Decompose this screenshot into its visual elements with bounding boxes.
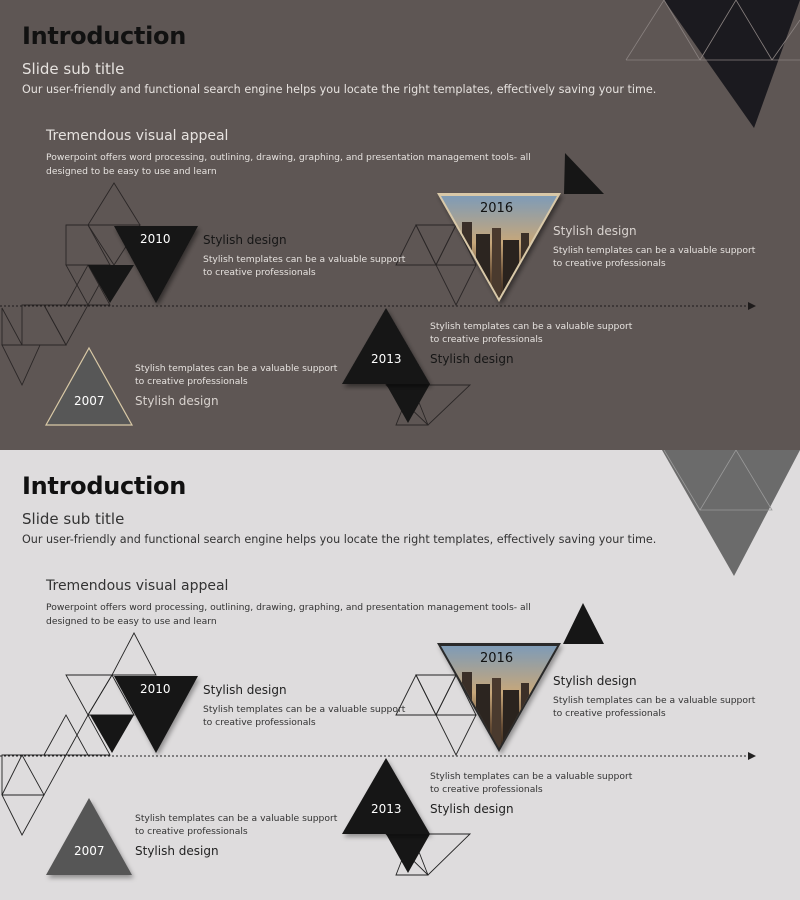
year-2013: 2013: [371, 802, 402, 816]
milestone-2010-text-1: Stylish templates can be a valuable support: [203, 254, 406, 265]
milestone-2013-label: Stylish design: [430, 352, 514, 366]
year-2016: 2016: [480, 651, 514, 666]
milestone-2010-text-1: Stylish templates can be a valuable support: [203, 704, 406, 715]
milestone-2007-text-1: Stylish templates can be a valuable support: [135, 813, 338, 824]
milestone-2007-label: Stylish design: [135, 394, 219, 408]
page-title: Introduction: [22, 472, 186, 500]
year-2016: 2016: [480, 201, 514, 216]
milestone-2013-text-2: to creative professionals: [430, 334, 543, 345]
page-title: Introduction: [22, 22, 186, 50]
milestone-2016-text-2: to creative professionals: [553, 258, 666, 269]
milestone-2013-text-2: to creative professionals: [430, 784, 543, 795]
milestone-2007-text-1: Stylish templates can be a valuable support: [135, 363, 338, 374]
milestone-2013-label: Stylish design: [430, 802, 514, 816]
slide-description: Our user-friendly and functional search engine helps you locate the right templates, effectively saving your time.: [22, 83, 657, 96]
year-2007: 2007: [74, 844, 105, 858]
milestone-2007-label: Stylish design: [135, 844, 219, 858]
section-heading: Tremendous visual appeal: [46, 578, 229, 594]
milestone-2016-label: Stylish design: [553, 224, 637, 238]
milestone-2016-text-1: Stylish templates can be a valuable support: [553, 695, 756, 706]
section-heading: Tremendous visual appeal: [46, 128, 229, 144]
milestone-2007-text-2: to creative professionals: [135, 376, 248, 387]
milestone-2016-text-1: Stylish templates can be a valuable support: [553, 245, 756, 256]
milestone-2007-text-2: to creative professionals: [135, 826, 248, 837]
slide-subtitle: Slide sub title: [22, 60, 125, 78]
milestone-2010-text-2: to creative professionals: [203, 267, 316, 278]
milestone-2010-text-2: to creative professionals: [203, 717, 316, 728]
milestone-2010-label: Stylish design: [203, 233, 287, 247]
milestone-2013-text-1: Stylish templates can be a valuable support: [430, 771, 633, 782]
section-body: Powerpoint offers word processing, outlining, drawing, graphing, and presentation management tools- all designed to be easy to use and learn: [46, 602, 531, 627]
year-2007: 2007: [74, 394, 105, 408]
milestone-2013-text-1: Stylish templates can be a valuable support: [430, 321, 633, 332]
section-body: Powerpoint offers word processing, outlining, drawing, graphing, and presentation management tools- all designed to be easy to use and learn: [46, 152, 531, 177]
milestone-2016-text-2: to creative professionals: [553, 708, 666, 719]
year-2013: 2013: [371, 352, 402, 366]
slide-subtitle: Slide sub title: [22, 510, 125, 528]
milestone-2016-label: Stylish design: [553, 674, 637, 688]
milestone-2010-label: Stylish design: [203, 683, 287, 697]
year-2010: 2010: [140, 682, 171, 696]
slide-light: [0, 450, 800, 900]
slide-description: Our user-friendly and functional search engine helps you locate the right templates, effectively saving your time.: [22, 533, 657, 546]
year-2010: 2010: [140, 232, 171, 246]
